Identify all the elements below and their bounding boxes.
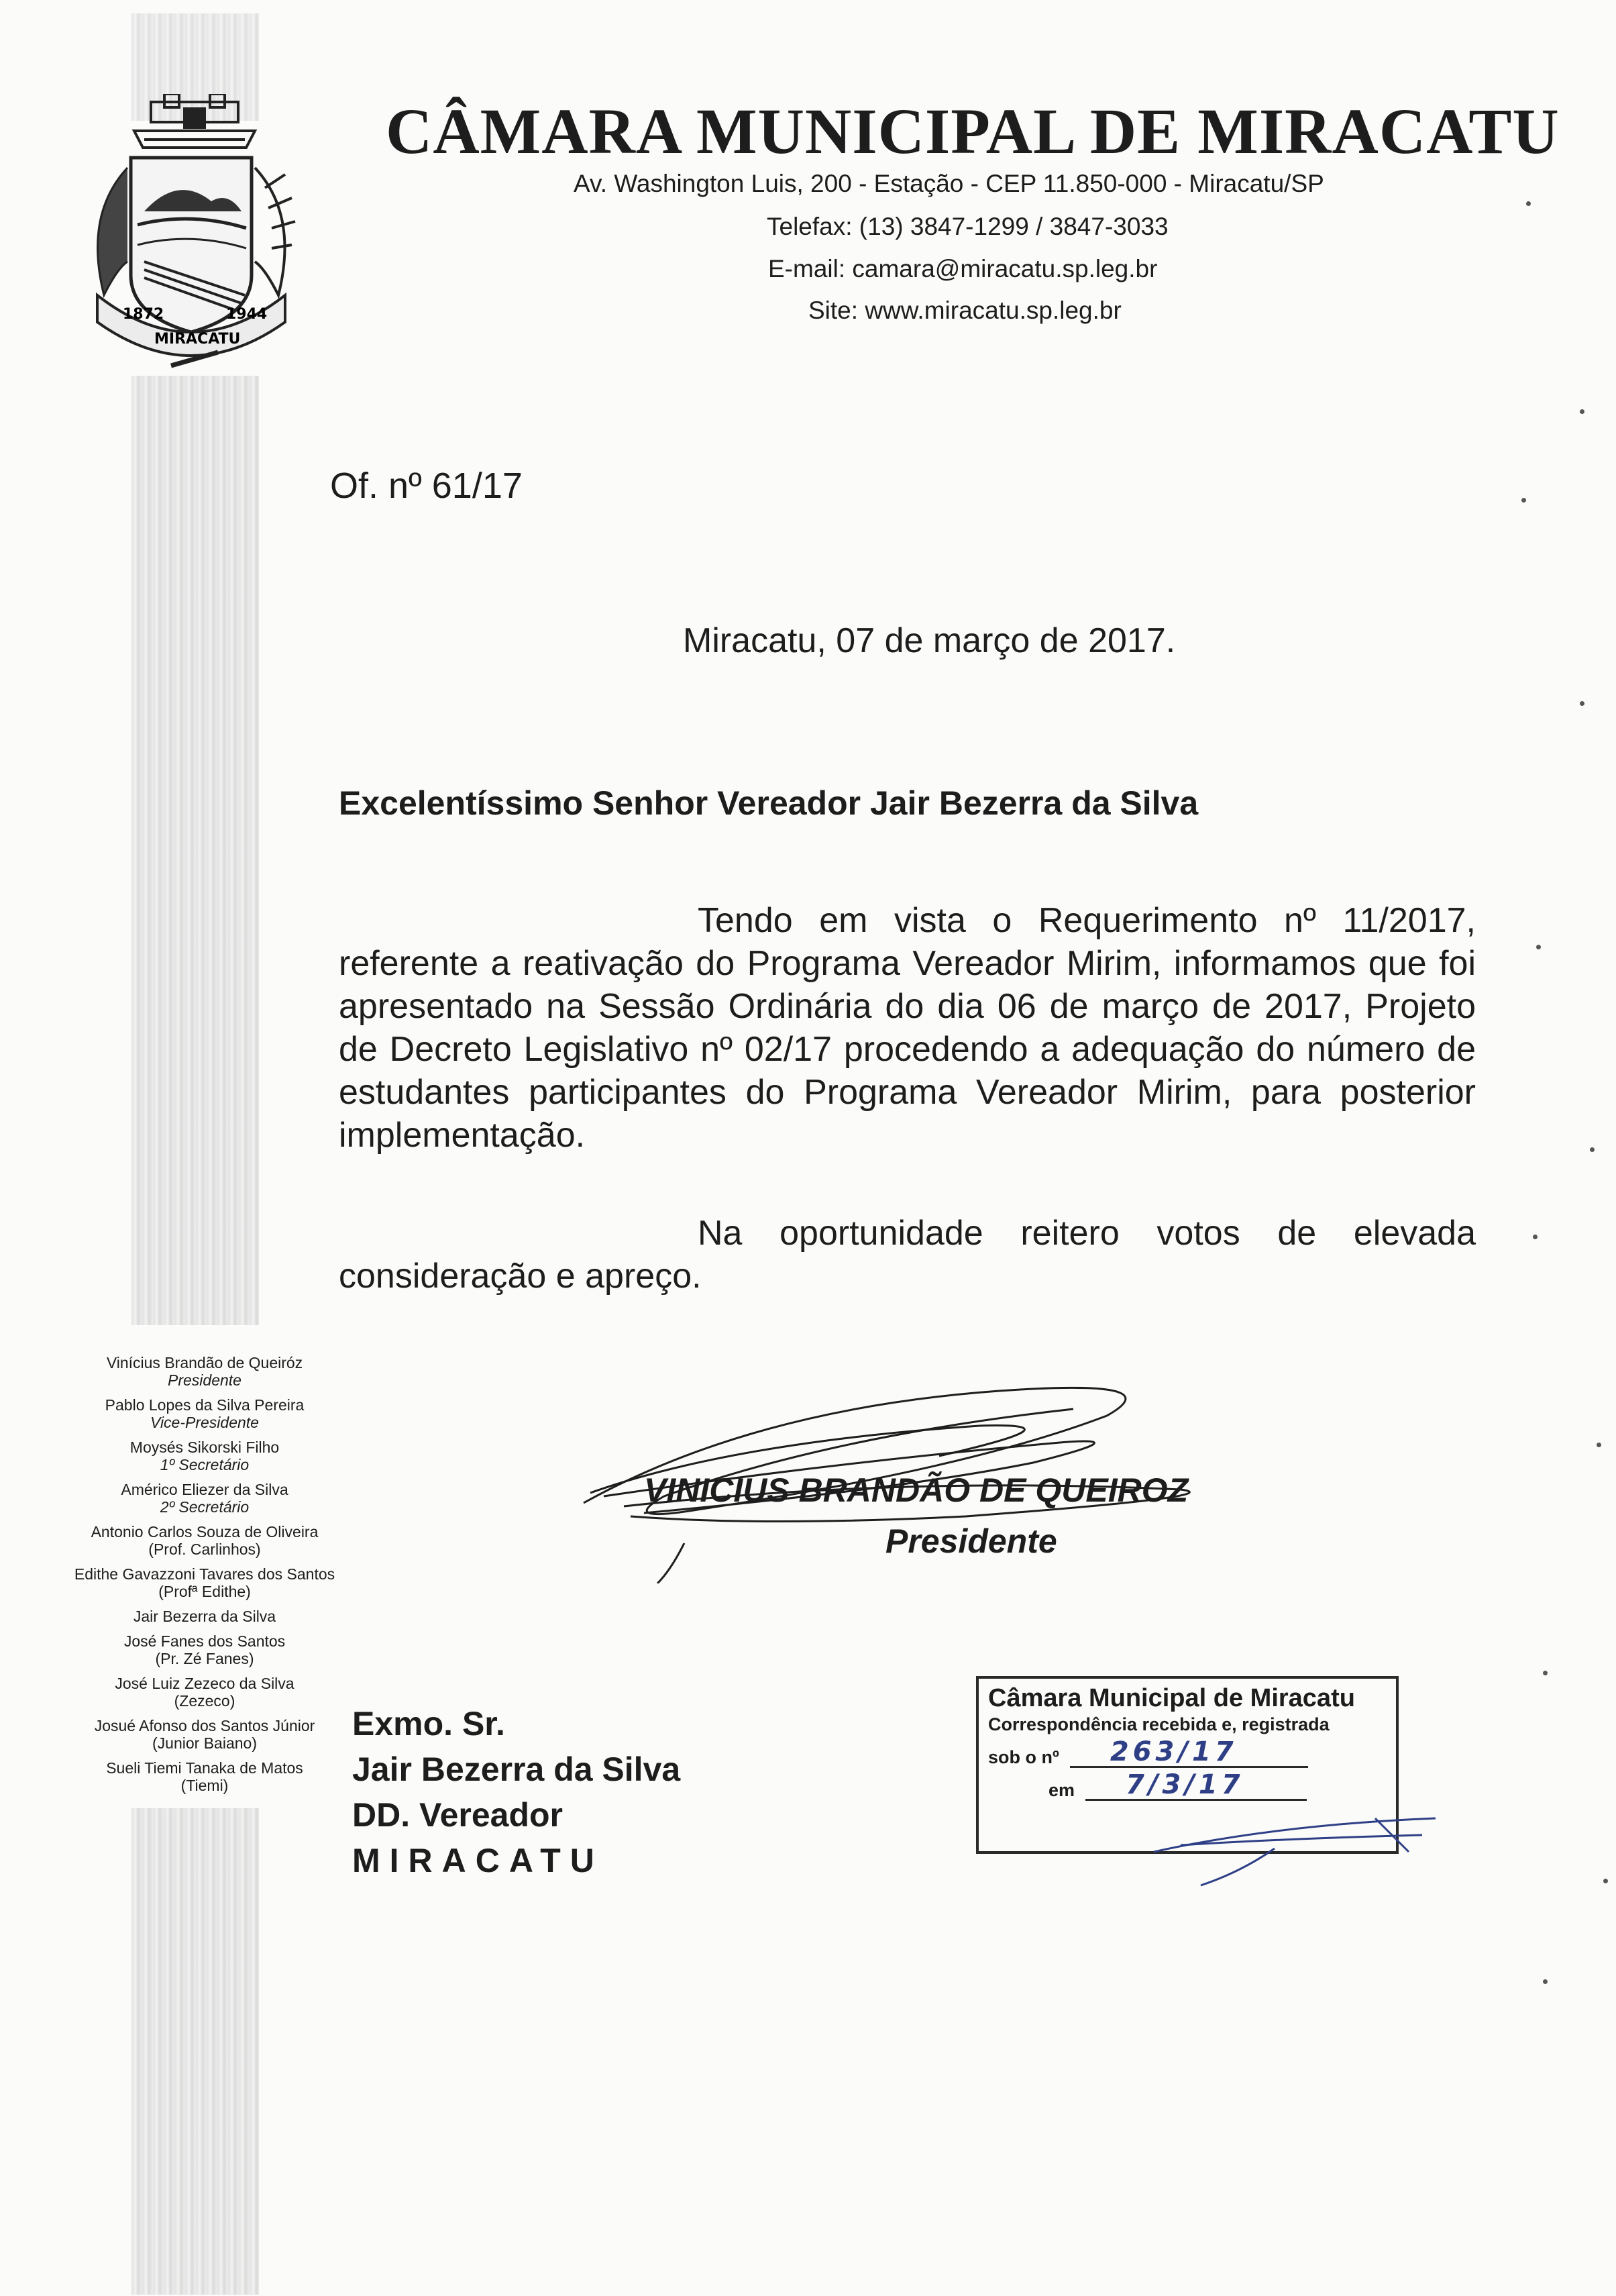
crest-year-left: 1872 xyxy=(123,306,164,323)
stamp-date-handwritten: 7/3/17 xyxy=(1126,1769,1244,1800)
stamp-initials-scribble xyxy=(1140,1798,1449,1892)
signer-role: Presidente xyxy=(885,1522,1057,1560)
header-phone: Telefax: (13) 3847-1299 / 3847-3033 xyxy=(767,213,1169,240)
page-title: CÂMARA MUNICIPAL DE MIRACATU xyxy=(386,95,1560,167)
addressee-line: Jair Bezerra da Silva xyxy=(352,1751,681,1788)
council-member: Jair Bezerra da Silva xyxy=(133,1608,276,1625)
council-member: Vinícius Brandão de Queiróz Presidente xyxy=(106,1354,303,1389)
stamp-title: Câmara Municipal de Miracatu xyxy=(988,1684,1355,1712)
crest-banner: MIRACATU xyxy=(154,331,241,348)
addressee-line: DD. Vereador xyxy=(352,1796,563,1834)
letter-paragraph: Tendo em vista o Requerimento nº 11/2017, referente a reativação do Programa Vereador Mirim, informamos que foi apresentado na Sessão Ordinária do dia 06 de março de 2017, Projeto de Decreto Legislativo nº 02/17 procedendo a adequação do número de estudantes participantes do Programa Vereador Mirim, para posterior implementação. xyxy=(339,901,1476,1155)
council-member: Sueli Tiemi Tanaka de Matos (Tiemi) xyxy=(106,1759,303,1794)
letter-reference: Of. nº 61/17 xyxy=(330,466,523,506)
council-member: Moysés Sikorski Filho 1º Secretário xyxy=(129,1439,280,1473)
council-member: Pablo Lopes da Silva Pereira Vice-Presidente xyxy=(105,1396,305,1431)
addressee-city: MIRACATU xyxy=(352,1842,604,1879)
council-member: Josué Afonso dos Santos Júnior (Junior Baiano) xyxy=(94,1717,315,1752)
coat-of-arms-icon xyxy=(70,94,312,376)
letter-body xyxy=(339,899,1476,1298)
stamp-number-row: sob o nº 263/17 xyxy=(988,1746,1387,1768)
letter-salutation: Excelentíssimo Senhor Vereador Jair Bezerra da Silva xyxy=(339,784,1199,822)
stamp-number-handwritten: 263/17 xyxy=(1110,1736,1238,1767)
council-member: Edithe Gavazzoni Tavares dos Santos (Profª Edithe) xyxy=(74,1565,335,1600)
crest-year-right: 1944 xyxy=(226,306,268,323)
header-address: Av. Washington Luis, 200 - Estação - CEP 11.850-000 - Miracatu/SP xyxy=(574,170,1324,197)
council-member: Antonio Carlos Souza de Oliveira (Prof. Carlinhos) xyxy=(91,1523,319,1558)
addressee-line: Exmo. Sr. xyxy=(352,1705,505,1742)
signer-name: VINICIUS BRANDÃO DE QUEIROZ xyxy=(644,1471,1189,1509)
header-email: E-mail: camara@miracatu.sp.leg.br xyxy=(768,255,1158,282)
letter-paragraph: Na oportunidade reitero votos de elevada consideração e apreço. xyxy=(339,1214,1476,1296)
council-member: José Fanes dos Santos (Pr. Zé Fanes) xyxy=(123,1632,286,1667)
council-member: José Luiz Zezeco da Silva (Zezeco) xyxy=(115,1675,294,1710)
council-members-list xyxy=(13,1354,396,1802)
addressee-block xyxy=(352,1701,680,1883)
council-member: Américo Eliezer da Silva 2º Secretário xyxy=(121,1481,288,1516)
stamp-subtitle: Correspondência recebida e, registrada xyxy=(988,1714,1330,1734)
letter-date: Miracatu, 07 de março de 2017. xyxy=(683,621,1176,660)
stamp-date-row: em 7/3/17 xyxy=(988,1779,1387,1801)
header-site: Site: www.miracatu.sp.leg.br xyxy=(808,297,1122,324)
